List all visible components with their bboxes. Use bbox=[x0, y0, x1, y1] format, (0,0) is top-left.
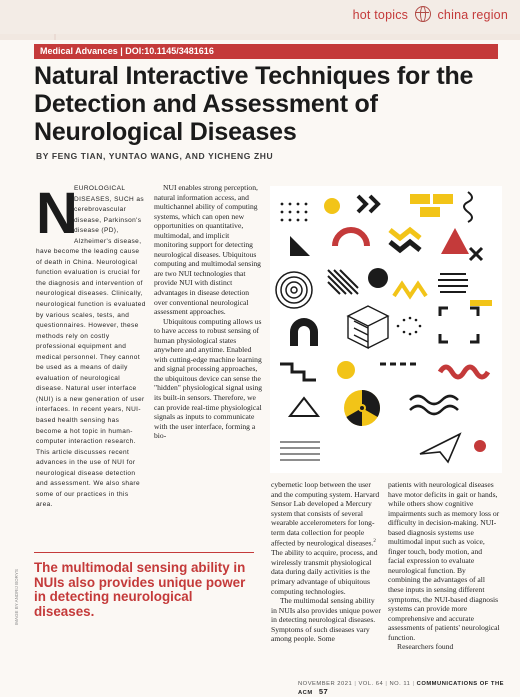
body-column-4 bbox=[388, 480, 500, 652]
paragraph: The multimodal sensing ability in NUIs also provides unique power in detecting neurological diseases. Symptoms of such diseases vary among people. Some bbox=[271, 596, 381, 644]
region-label: china region bbox=[437, 8, 508, 22]
paragraph bbox=[271, 480, 381, 596]
section-label: hot topics bbox=[352, 8, 409, 22]
paragraph-text-continued: The ability to acquire, process, and wirelessly transmit physiological data during daily activities is the primary advantage of ubiquitous computing technologies. bbox=[271, 548, 378, 596]
body-column-3 bbox=[271, 480, 381, 644]
category-label: Medical Advances bbox=[40, 46, 118, 56]
paragraph: patients with neurological diseases have motor deficits in gait or hands, while others show cognitive impairments such as memory loss or difficulty in decision-making. NUI-based diagnosis systems use multimodal input such as voice, finger touch, body motion, and facial expression to evaluate neurological function. By combining the advantages of all these inputs in sensing different symptoms, the NUI-based diagnosis systems can provide more comprehensive and accurate assessments of patients' neurological function. bbox=[388, 480, 500, 642]
footer-separator: | bbox=[385, 681, 390, 687]
drop-cap: N bbox=[36, 181, 78, 246]
category-separator: | bbox=[120, 46, 126, 56]
paragraph: Researchers found bbox=[397, 642, 454, 652]
paragraph-text: cybernetic loop between the user and the computing system. Harvard Sensor Lab developed a Mercury system that consists of several wearable accelerometers for long-term data collection for people affected by neurological diseases. bbox=[271, 480, 380, 548]
body-column-2 bbox=[154, 183, 264, 441]
image-credit: IMAGE BY ANDRIJ BORYS bbox=[14, 569, 19, 625]
dropcap-spacer bbox=[36, 183, 74, 239]
section-header bbox=[353, 6, 508, 22]
paragraph: Ubiquitous computing allows us to have access to robust sensing of human physiological states anywhere and anytime. Enabled with cutting-edge machine learning and signal processing approaches, the ubiquitous device can sense the "hidden" physiological signal using its built-in sensors. Therefore, we can provide real-time physiological signals as inputs to communicate with the user interface, forming a bio- bbox=[154, 316, 263, 441]
footer-journal: COMMUNICATIONS OF THE ACM bbox=[298, 681, 505, 696]
intro-paragraph bbox=[36, 183, 146, 510]
illustration bbox=[270, 186, 502, 473]
intro-text: EUROLOGICAL DISEASES, SUCH as cerebrovascular disease, Parkinson's disease (PD), Alzheimer's disease, have become the leading cause of death in China. Neurological function evaluation is crucial for the diagnosis and intervention of neurological diseases. Clinically, neurological function is evaluated by various scales, tests, and questionnaires. However, these methods rely on costly professional equipment and medical personnel. They cannot be used as a means of daily evaluation of neurological disease. Natural user interface (NUI) is a new generation of user interfaces. In recent years, NUI-based health sensing has become a hot topic in human-computer interaction research. This article discusses recent advances in the use of NUI for neurological disease detection and assessment. We also share some of our practices in this area. bbox=[36, 185, 146, 509]
category-bar bbox=[34, 44, 498, 59]
globe-icon bbox=[415, 6, 431, 22]
reference-superscript[interactable]: 2 bbox=[373, 539, 376, 545]
page-number: 57 bbox=[318, 687, 329, 696]
page-footer bbox=[298, 681, 520, 696]
pull-quote: The multimodal sensing ability in NUIs also provides unique power in detecting neurological diseases. bbox=[34, 560, 246, 619]
footer-date: NOVEMBER 2021 bbox=[298, 681, 353, 687]
body-column-1 bbox=[36, 183, 146, 510]
article-title: Natural Interactive Techniques for the Detection and Assessment of Neurological Diseases bbox=[34, 62, 474, 146]
doi-label[interactable]: DOI:10.1145/3481616 bbox=[125, 46, 214, 56]
footer-number: NO. 11 bbox=[389, 681, 411, 687]
footer-volume: VOL. 64 bbox=[358, 681, 384, 687]
footer-separator: | bbox=[412, 681, 417, 687]
pull-quote-rule bbox=[34, 552, 254, 553]
byline: BY FENG TIAN, YUNTAO WANG, AND YICHENG ZHU bbox=[36, 151, 274, 161]
paragraph: NUI enables strong perception, natural information access, and multichannel ability of computing systems, which can open new opportunities on quantitative, multimodal, and implicit monitoring support for detecting neurological diseases. Ubiquitous computing and multimodal sensing are two NUI technologies that provide NUI with distinct advantages in disease detection over conventional neurological assessment approaches. bbox=[154, 183, 261, 317]
top-header-bar bbox=[0, 0, 520, 34]
footer-separator: | bbox=[354, 681, 359, 687]
